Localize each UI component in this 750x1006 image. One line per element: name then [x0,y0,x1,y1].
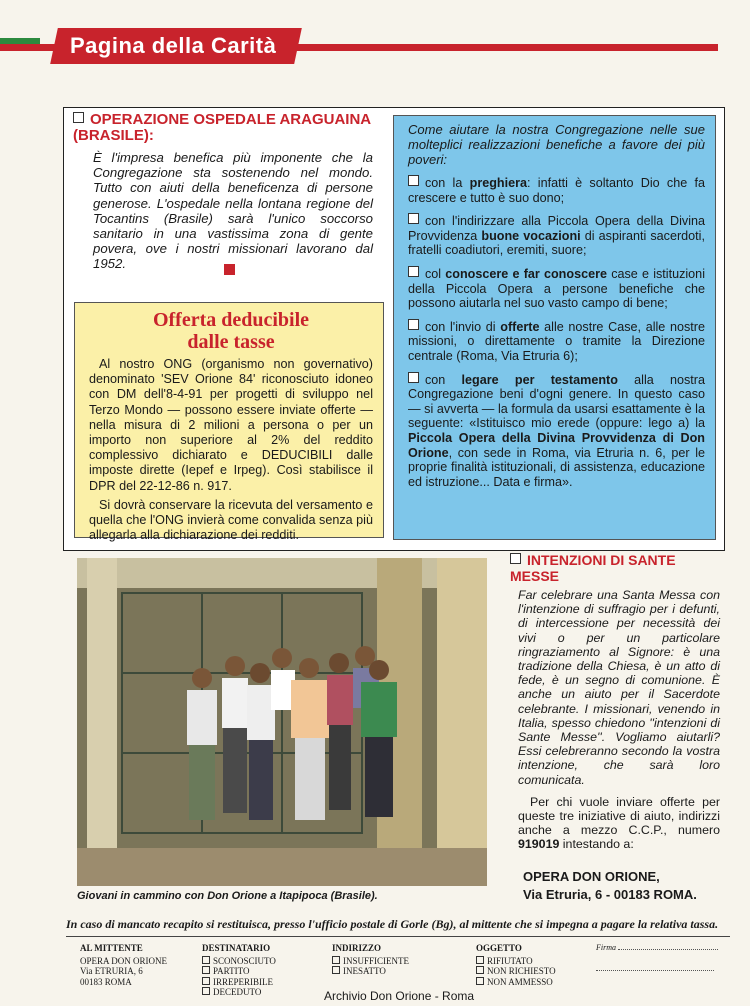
oggetto-option: NON AMMESSO [476,977,556,988]
checkbox-icon [332,956,340,964]
checkbox-icon [408,372,419,383]
mittente-line: Via ETRURIA, 6 [80,966,143,976]
archive-label: Archivio Don Orione - Roma [324,989,475,1003]
messe-text: Far celebrare una Santa Messa con l'intenzione di suffragio per i defunti, di intercessione per necessità dei vivi o per un particolare ringraziamento al Signore: è una tradizione della Chiesa, è un atto di fede, è un segno di comunione. È anche un aiuto per il Sacerdote celebrante. I missionari, venendo in Italia, spesso chiedono ''intenzioni di Sante Messe''. Vogliamo aiutarli? Essi celebreranno secondo la vostra intenzione, che sarà loro comunicata. [518,588,720,787]
checkbox-icon [408,266,419,277]
oggetto-option: RIFIUTATO [476,956,556,967]
aiuto-item: con l'invio di offerte alle nostre Case, alle nostre missioni, o direttamente o tramite la Direzione centrale (Roma, Via Etruria 6); [408,319,705,363]
checkbox-icon [476,977,484,985]
mittente-line: 00183 ROMA [80,976,132,987]
aiuto-item: con l'indirizzare alla Piccola Opera della Divina Provvidenza buone vocazioni di aspiranti sacerdoti, fratelli coadiutori, eremiti, suore; [408,214,705,258]
offerta-title: Offerta deducibile dalle tasse [152,309,310,353]
photo-illustration [77,558,487,886]
address-block [523,868,697,904]
destinatario-title: DESTINATARIO [202,943,271,953]
ospedale-section [73,112,373,272]
checkbox-icon [510,553,521,564]
checkbox-icon [408,213,419,224]
indirizzo-column [332,943,409,977]
postal-notice: In caso di mancato recapito si restituisca, presso l'ufficio postale di Gorle (Bg), al mittente che si impegna a pagare la relativa tassa. [66,917,719,931]
destinatario-option: SCONOSCIUTO [202,956,276,967]
checkbox-icon [408,175,419,186]
destinatario-option: DECEDUTO [202,987,276,998]
aiuto-box [393,115,716,540]
checkbox-icon [476,966,484,974]
messe-title: INTENZIONI DI SANTE MESSE [510,552,676,584]
destinatario-option: IRREPERIBILE [202,977,276,988]
photo-caption: Giovani in cammino con Don Orione a Itapipoca (Brasile). [77,890,378,902]
indirizzo-title: INDIRIZZO [332,943,382,953]
ospedale-text: È l'impresa benefica più imponente che la Congregazione sta sostenendo nel mondo. Tutto con aiuti della beneficenza di persone generose. L'ospedale nella lontana regione del Tocantins (Brasile) sarà l'unico soccorso sanitario in una vastissima zona di gente povera, ove i nostri missionari lavorano dal 1952. [93,150,373,272]
red-square-icon [224,264,235,275]
checkbox-icon [202,956,210,964]
indirizzo-option: INSUFFICIENTE [332,956,409,967]
destinatario-column [202,943,276,998]
oggetto-column [476,943,556,987]
destinatario-option: PARTITO [202,966,276,977]
messe-offerte: Per chi vuole inviare offerte per queste tre iniziative di aiuto, indirizzi anche a mezzo C.C.P., numero 919019 intestando a: [518,794,720,852]
messe-section [510,552,720,852]
mittente-column [80,943,167,987]
group-photo [77,558,487,886]
address-line-2: Via Etruria, 6 - 00183 ROMA. [523,887,697,902]
indirizzo-option: INESATTO [332,966,409,977]
offerta-box [74,302,384,543]
firma-field: Firma [596,943,718,975]
mittente-line: OPERA DON ORIONE [80,955,168,966]
oggetto-title: OGGETTO [476,943,522,953]
oggetto-option: NON RICHIESTO [476,966,556,977]
mittente-title: AL MITTENTE [80,943,143,953]
checkbox-icon [73,112,84,123]
checkbox-icon [332,966,340,974]
ospedale-title: OPERAZIONE OSPEDALE ARAGUAINA (BRASILE): [73,111,371,144]
aiuto-item: col conoscere e far conoscere case e istituzioni della Piccola Opera a persone benefiche che possono aiutarla nel suo vasto campo di bene; [408,266,705,311]
aiuto-intro: Come aiutare la nostra Congregazione nelle sue molteplici realizzazioni benefiche a favore dei più poveri: [408,122,705,167]
page-title: Pagina della Carità [50,28,302,64]
checkbox-icon [408,319,419,330]
aiuto-item: con la preghiera: infatti è soltanto Dio che fa crescere e tutto è suo dono; [408,176,705,205]
checkbox-icon [202,977,210,985]
address-line-1: OPERA DON ORIONE, [523,869,660,884]
offerta-paragraph-2: Si dovrà conservare la ricevuta del versamento e quella che l'ONG invierà come convalida senza più allegarla alla dichiarazione dei redditi. [89,497,373,543]
aiuto-item: con legare per testamento alla nostra Congregazione beni d'ogni genere. In questo caso — si avverta — la formula da usarsi esattamente è la seguente: «Istituisco mio erede (oppure: lego a) la Piccola Opera della Divina Provvidenza di Don Orione, con sede in Roma, via Etruria n. 6, per le proprie finalità istituzionali, di assistenza, educazione ed istruzione... Data e firma». [408,372,705,489]
checkbox-icon [202,966,210,974]
checkbox-icon [202,987,210,995]
checkbox-icon [476,956,484,964]
offerta-paragraph-1: Al nostro ONG (organismo non governativo) denominato 'SEV Orione 84' riconosciuto idoneo con DM dell'8-4-91 per progetti di sviluppo nel Terzo Mondo — possono essere inviate offerte — nella misura di 2 milioni a persona o per un importo non superiore al 2% del reddito complessivo dichiarato e DEDUCIBILI dalle imposte dirette (Iepef e Irpeg). Così stabilisce il DPR del 22-12-86 n. 917. [89,357,373,493]
